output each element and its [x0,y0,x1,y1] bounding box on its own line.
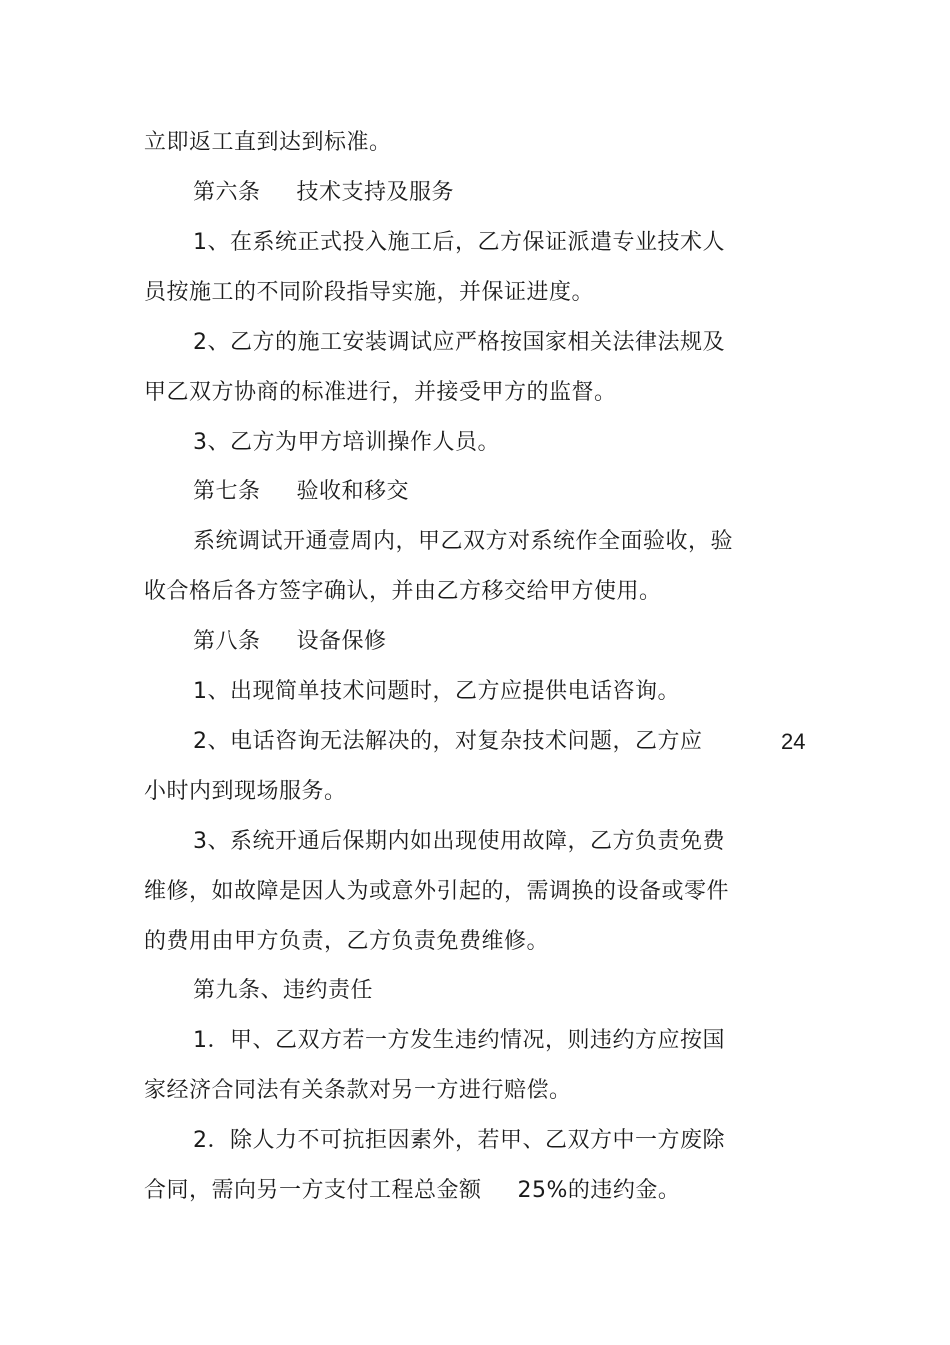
article-number: 第八条 [193,629,261,654]
text-line: 收合格后各方签字确认，并由乙方移交给甲方使用。 [144,579,662,604]
text-line: 立即返工直到达到标准。 [144,130,392,155]
article-title: 技术支持及服务 [296,180,455,205]
text-line: 1．甲、乙双方若一方发生违约情况，则违约方应按国 [193,1028,725,1053]
text-line [144,1176,680,1206]
article-number: 第六条 [193,180,261,205]
text-line: 3、乙方为甲方培训操作人员。 [193,430,500,455]
text-line: 1、在系统正式投入施工后，乙方保证派遣专业技术人 [193,230,725,255]
text-line: 系统调试开通壹周内，甲乙双方对系统作全面验收，验 [193,529,734,554]
text-line: 小时内到现场服务。 [144,779,347,804]
article-title: 设备保修 [296,629,387,654]
text-line: 甲乙双方协商的标准进行，并接受甲方的监督。 [144,380,617,405]
text-line: 的费用由甲方负责，乙方负责免费维修。 [144,929,550,954]
text-line: 维修，如故障是因人为或意外引起的，需调换的设备或零件 [144,879,730,904]
text-segment: 25%的违约金。 [517,1178,681,1203]
text-line: 员按施工的不同阶段指导实施，并保证进度。 [144,280,595,305]
article-heading: 第九条、违约责任 [193,978,374,1003]
article-number: 第七条 [193,479,261,504]
article-heading [193,627,387,657]
article-heading [193,477,409,507]
text-line: 3、系统开通后保期内如出现使用故障，乙方负责免费 [193,829,725,854]
hours-number: 24 [781,729,806,754]
article-title: 验收和移交 [296,479,410,504]
text-line: 2．除人力不可抗拒因素外，若甲、乙双方中一方废除 [193,1128,725,1153]
text-line: 2、乙方的施工安装调试应严格按国家相关法律法规及 [193,330,725,355]
text-line: 家经济合同法有关条款对另一方进行赔偿。 [144,1078,572,1103]
article-heading [193,178,454,208]
text-line: 1、出现简单技术问题时，乙方应提供电话咨询。 [193,679,680,704]
text-segment: 合同，需向另一方支付工程总金额 [144,1178,482,1203]
text-line: 2、电话咨询无法解决的，对复杂技术问题，乙方应 [193,729,703,754]
